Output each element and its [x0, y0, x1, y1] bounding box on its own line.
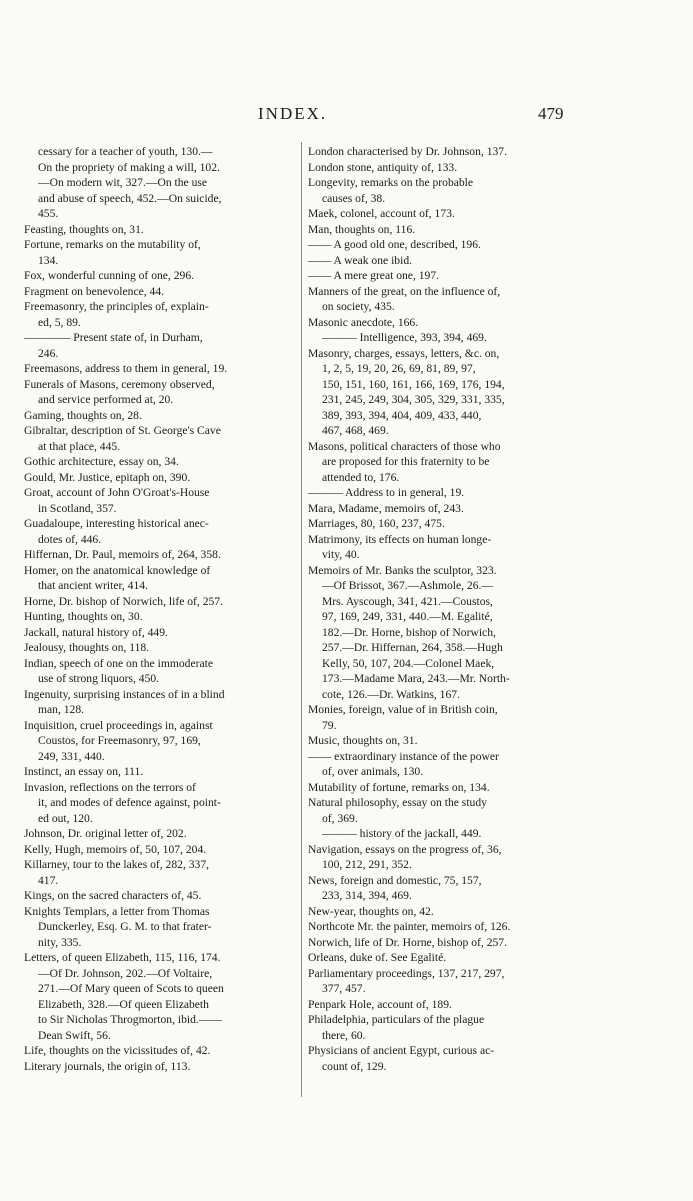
- index-entry-line: Homer, on the anatomical knowledge of: [24, 563, 211, 577]
- index-entry-line: On the propriety of making a will, 102.: [38, 160, 220, 174]
- index-entry-line: ——— Intelligence, 393, 394, 469.: [322, 331, 487, 344]
- index-entry-line: Life, thoughts on the vicissitudes of, 42.: [24, 1044, 211, 1057]
- index-entry-line: Masonry, charges, essays, letters, &c. on,: [308, 346, 500, 360]
- index-entry-line: Feasting, thoughts on, 31.: [24, 222, 144, 236]
- index-entry-line: Inquisition, cruel proceedings in, against: [24, 718, 213, 732]
- index-entry-line: London stone, antiquity of, 133.: [308, 160, 458, 174]
- index-entry-line: 173.—Madame Mara, 243.—Mr. North-: [322, 672, 510, 685]
- index-entry-line: attended to, 176.: [322, 470, 400, 484]
- index-entry-line: Groat, account of John O'Groat's-House: [24, 486, 210, 499]
- page-header: [0, 104, 693, 130]
- index-entry-line: cessary for a teacher of youth, 130.—: [38, 145, 213, 158]
- index-entry-line: 231, 245, 249, 304, 305, 329, 331, 335,: [322, 393, 505, 406]
- index-entry-line: cote, 126.—Dr. Watkins, 167.: [322, 687, 460, 701]
- index-entry-line: —Of Brissot, 367.—Ashmole, 26.—: [322, 579, 494, 592]
- index-entry-line: Monies, foreign, value of in British coin,: [308, 703, 498, 716]
- index-entry-line: Hiffernan, Dr. Paul, memoirs of, 264, 358.: [24, 548, 221, 561]
- index-entry-line: Gaming, thoughts on, 28.: [24, 408, 142, 422]
- index-entry-line: 417.: [38, 873, 59, 887]
- index-entry-line: Memoirs of Mr. Banks the sculptor, 323.: [308, 563, 497, 577]
- index-entry-line: Manners of the great, on the influence of,: [308, 284, 501, 298]
- index-entry-line: 79.: [322, 718, 337, 732]
- index-entry-line: News, foreign and domestic, 75, 157,: [308, 873, 482, 887]
- index-entry-line: Jackall, natural history of, 449.: [24, 625, 168, 639]
- index-entry-line: Kings, on the sacred characters of, 45.: [24, 889, 202, 902]
- index-entry-line: Parliamentary proceedings, 137, 217, 297,: [308, 966, 505, 980]
- index-entry-line: Kelly, 50, 107, 204.—Colonel Maek,: [322, 656, 495, 670]
- index-column-left: [24, 144, 296, 1074]
- index-entry-line: 182.—Dr. Horne, bishop of Norwich,: [322, 625, 496, 639]
- index-entry-line: Coustos, for Freemasonry, 97, 169,: [38, 734, 201, 747]
- index-entry-line: 246.: [38, 346, 59, 360]
- index-entry-line: causes of, 38.: [322, 191, 386, 205]
- index-entry-line: —— A weak one ibid.: [308, 253, 413, 267]
- index-entry-line: Guadaloupe, interesting historical anec-: [24, 517, 209, 530]
- index-entry-line: Longevity, remarks on the probable: [308, 176, 474, 189]
- index-entry-line: 271.—Of Mary queen of Scots to queen: [38, 982, 224, 995]
- index-entry-line: Ingenuity, surprising instances of in a blind: [24, 687, 225, 701]
- index-entry-line: nity, 335.: [38, 935, 82, 949]
- index-entry-line: Masonic anecdote, 166.: [308, 315, 419, 329]
- index-entry-line: Philadelphia, particulars of the plague: [308, 1013, 485, 1026]
- index-entry-line: Knights Templars, a letter from Thomas: [24, 904, 210, 918]
- index-entry-line: New-year, thoughts on, 42.: [308, 904, 434, 918]
- index-entry-line: Marriages, 80, 160, 237, 475.: [308, 517, 445, 530]
- index-entry-line: Maek, colonel, account of, 173.: [308, 207, 455, 220]
- index-entry-line: 233, 314, 394, 469.: [322, 889, 412, 902]
- index-entry-line: Letters, of queen Elizabeth, 115, 116, 174.: [24, 951, 221, 964]
- index-entry-line: 150, 151, 160, 161, 166, 169, 176, 194,: [322, 377, 505, 391]
- index-entry-line: at that place, 445.: [38, 439, 121, 453]
- index-entry-line: ed out, 120.: [38, 811, 93, 825]
- page-title: INDEX.: [258, 104, 328, 123]
- index-entry-line: Kelly, Hugh, memoirs of, 50, 107, 204.: [24, 842, 207, 856]
- index-entry-line: Man, thoughts on, 116.: [308, 222, 416, 236]
- index-entry-line: —— A good old one, described, 196.: [308, 238, 481, 251]
- index-entry-line: Invasion, reflections on the terrors of: [24, 780, 196, 794]
- index-entry-line: 467, 468, 469.: [322, 424, 389, 437]
- index-entry-line: Freemasons, address to them in general, 19.: [24, 362, 228, 375]
- index-column-right: [308, 144, 574, 1074]
- index-entry-line: Natural philosophy, essay on the study: [308, 796, 487, 809]
- index-entry-line: Indian, speech of one on the immoderate: [24, 656, 213, 670]
- index-entry-line: 389, 393, 394, 404, 409, 433, 440,: [322, 408, 482, 422]
- index-entry-line: 97, 169, 249, 331, 440.—M. Egalité,: [322, 610, 493, 623]
- index-entry-line: ———— Present state of, in Durham,: [24, 331, 203, 344]
- index-entry-line: Mara, Madame, memoirs of, 243.: [308, 501, 464, 515]
- index-entry-line: Gothic architecture, essay on, 34.: [24, 455, 179, 468]
- index-entry-line: Funerals of Masons, ceremony observed,: [24, 377, 215, 391]
- column-divider: [301, 142, 302, 1097]
- index-entry-line: Elizabeth, 328.—Of queen Elizabeth: [38, 997, 209, 1011]
- index-entry-line: Northcote Mr. the painter, memoirs of, 126.: [308, 920, 511, 933]
- index-entry-line: vity, 40.: [322, 548, 360, 561]
- index-entry-line: man, 128.: [38, 703, 85, 716]
- index-entry-line: Norwich, life of Dr. Horne, bishop of, 257.: [308, 935, 507, 949]
- index-entry-line: 257.—Dr. Hiffernan, 264, 358.—Hugh: [322, 641, 503, 654]
- index-entry-line: Dunckerley, Esq. G. M. to that frater-: [38, 920, 212, 933]
- index-entry-line: ——— Address to in general, 19.: [308, 486, 465, 499]
- index-entry-line: that ancient writer, 414.: [38, 579, 148, 592]
- index-entry-line: count of, 129.: [322, 1059, 387, 1073]
- index-entry-line: use of strong liquors, 450.: [38, 672, 160, 685]
- index-entry-line: 377, 457.: [322, 982, 366, 995]
- index-entry-line: Fox, wonderful cunning of one, 296.: [24, 269, 195, 282]
- index-entry-line: Gould, Mr. Justice, epitaph on, 390.: [24, 470, 191, 484]
- index-entry-line: Mutability of fortune, remarks on, 134.: [308, 780, 490, 794]
- index-entry-line: ed, 5, 89.: [38, 315, 81, 329]
- index-entry-line: Matrimony, its effects on human longe-: [308, 532, 492, 546]
- index-entry-line: are proposed for this fraternity to be: [322, 455, 490, 468]
- index-entry-line: Fragment on benevolence, 44.: [24, 284, 165, 298]
- index-entry-line: Literary journals, the origin of, 113.: [24, 1059, 191, 1073]
- index-entry-line: —— extraordinary instance of the power: [308, 749, 499, 763]
- index-entry-line: Killarney, tour to the lakes of, 282, 337,: [24, 858, 210, 871]
- index-entry-line: Fortune, remarks on the mutability of,: [24, 238, 201, 251]
- index-entry-line: Gibraltar, description of St. George's Cave: [24, 424, 221, 437]
- index-entry-line: 100, 212, 291, 352.: [322, 858, 412, 871]
- index-entry-line: 134.: [38, 253, 59, 267]
- index-entry-line: it, and modes of defence against, point-: [38, 796, 221, 809]
- index-entry-line: and abuse of speech, 452.—On suicide,: [38, 191, 222, 205]
- index-entry-line: Music, thoughts on, 31.: [308, 734, 418, 747]
- index-entry-line: to Sir Nicholas Throgmorton, ibid.——: [38, 1013, 222, 1026]
- index-entry-line: 455.: [38, 207, 59, 220]
- index-entry-line: Penpark Hole, account of, 189.: [308, 997, 452, 1011]
- index-entry-line: 249, 331, 440.: [38, 749, 105, 763]
- index-entry-line: 1, 2, 5, 19, 20, 26, 69, 81, 89, 97,: [322, 362, 476, 375]
- index-entry-line: Jealousy, thoughts on, 118.: [24, 641, 150, 654]
- index-entry-line: on society, 435.: [322, 300, 395, 313]
- index-entry-line: —On modern wit, 327.—On the use: [38, 176, 208, 189]
- index-entry-line: there, 60.: [322, 1028, 366, 1042]
- index-entry-line: dotes of, 446.: [38, 532, 102, 546]
- index-entry-line: Physicians of ancient Egypt, curious ac-: [308, 1044, 495, 1057]
- index-entry-line: Instinct, an essay on, 111.: [24, 765, 144, 778]
- index-entry-line: Dean Swift, 56.: [38, 1028, 111, 1042]
- index-entry-line: Hunting, thoughts on, 30.: [24, 610, 143, 623]
- index-entry-line: in Scotland, 357.: [38, 501, 117, 515]
- index-entry-line: Johnson, Dr. original letter of, 202.: [24, 827, 187, 840]
- index-entry-line: of, over animals, 130.: [322, 765, 424, 778]
- index-entry-line: and service performed at, 20.: [38, 393, 174, 406]
- index-entry-line: Horne, Dr. bishop of Norwich, life of, 257.: [24, 594, 223, 608]
- index-entry-line: London characterised by Dr. Johnson, 137.: [308, 145, 507, 158]
- index-entry-line: Freemasonry, the principles of, explain-: [24, 300, 209, 313]
- index-entry-line: —— A mere great one, 197.: [308, 269, 440, 282]
- index-entry-line: Orleans, duke of. See Egalité.: [308, 951, 447, 964]
- index-entry-line: of, 369.: [322, 811, 358, 825]
- index-entry-line: Navigation, essays on the progress of, 36,: [308, 842, 502, 856]
- index-entry-line: Mrs. Ayscough, 341, 421.—Coustos,: [322, 594, 493, 608]
- index-entry-line: Masons, political characters of those who: [308, 439, 501, 453]
- index-entry-line: —Of Dr. Johnson, 202.—Of Voltaire,: [38, 966, 213, 980]
- index-entry-line: ——— history of the jackall, 449.: [322, 827, 482, 840]
- page-number: 479: [538, 104, 564, 123]
